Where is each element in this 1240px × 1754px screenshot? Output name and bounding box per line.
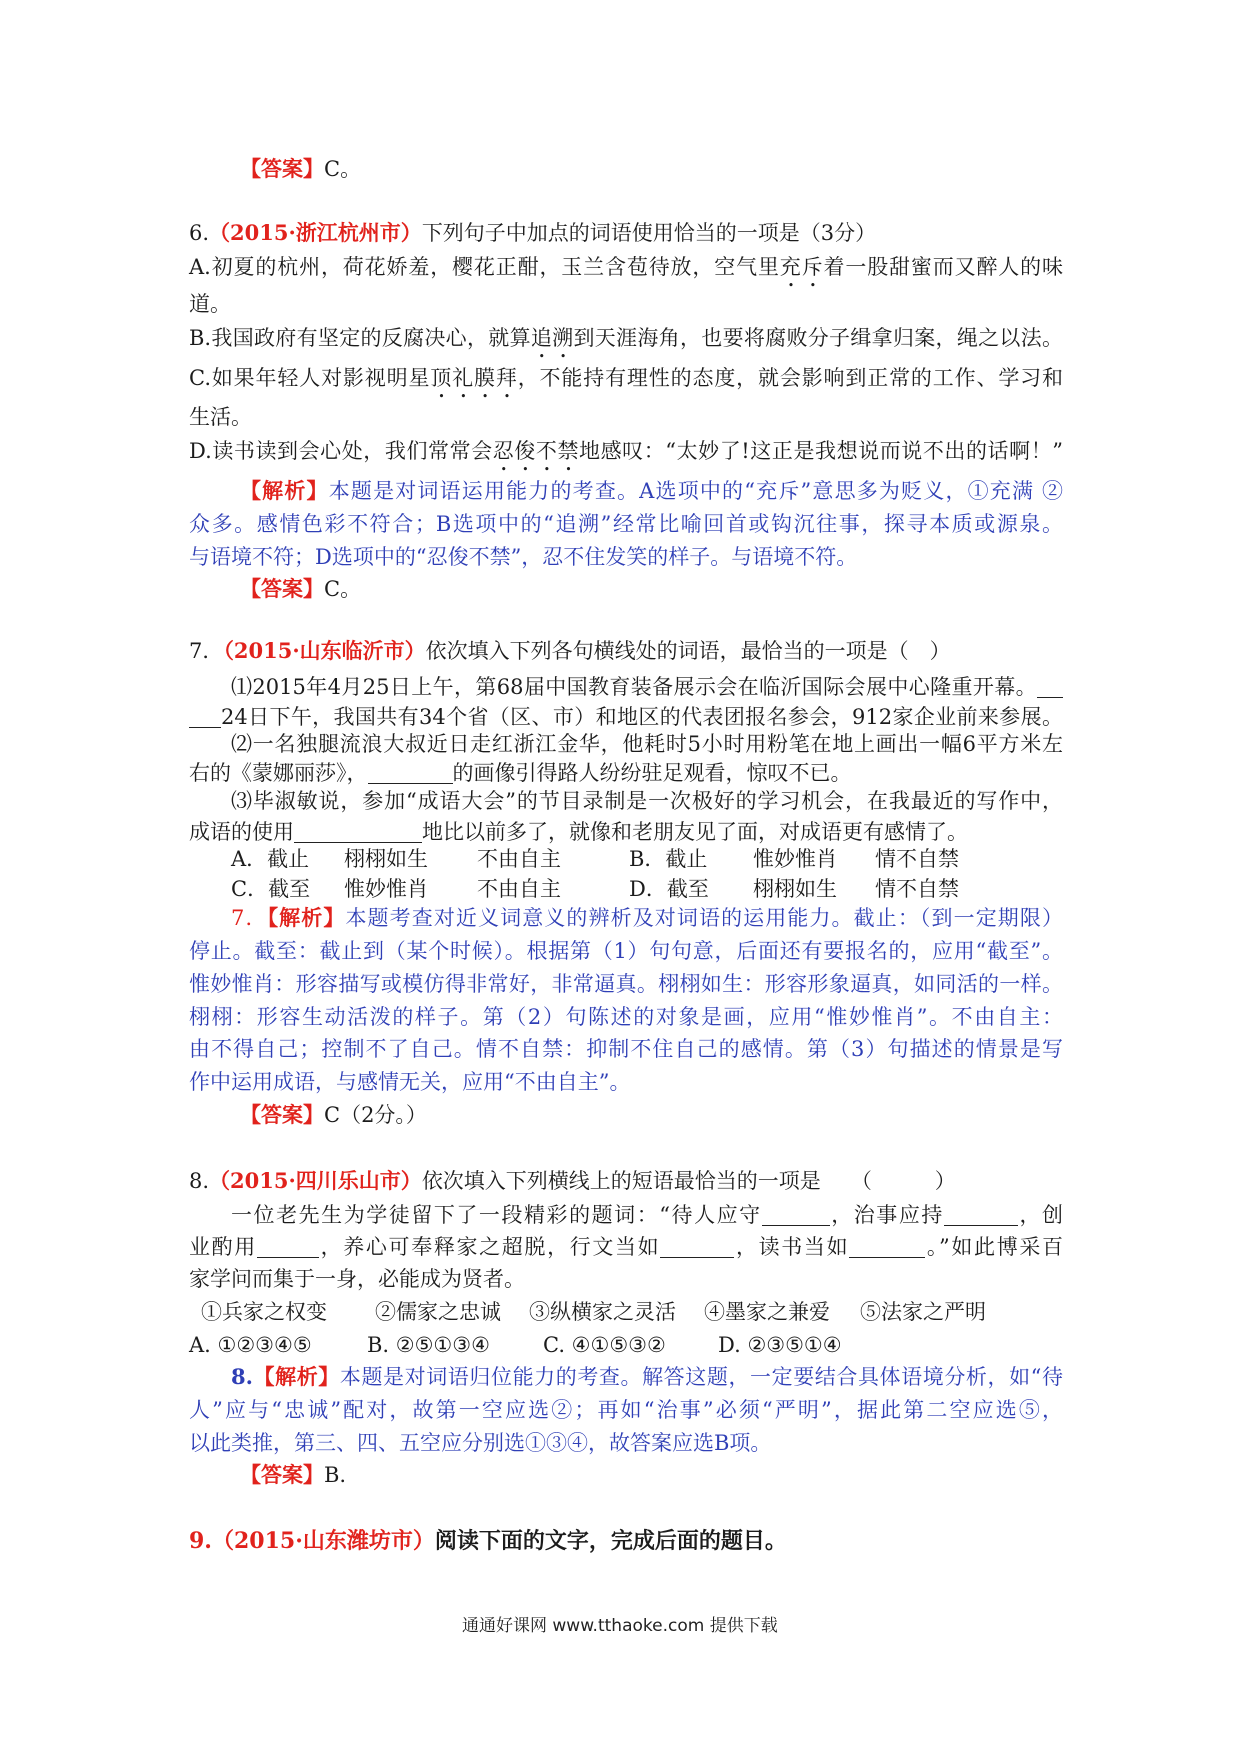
item-text: 的画像引得路人纷纷驻足观看，惊叹不已。 — [452, 761, 852, 785]
dotted-word: 顶礼膜拜 — [430, 366, 518, 390]
question-number: 7． — [189, 639, 224, 663]
q7-analysis-line — [189, 969, 1063, 999]
answer-blank — [368, 763, 453, 784]
answer-label: 【答案】 — [240, 1102, 324, 1127]
option-text: 道。 — [189, 292, 231, 316]
passage-text: ，养心可奉释家之超脱，行文当如 — [318, 1235, 661, 1259]
option-item: C. ④①⑤③② — [543, 1333, 666, 1357]
passage-text: 一位老先生为学徒留下了一段精彩的题词：“待人应守 — [231, 1203, 762, 1227]
analysis-text: 本题是对词语运用能力的考查。A选项中的“充斥”意思多为贬义，①充满 ② — [328, 479, 1064, 503]
analysis-number: 7． — [231, 906, 268, 930]
option-text: 地感叹：“太妙了!这正是我想说而说不出的话啊！” — [579, 439, 1064, 463]
option-label: A．截止 — [231, 847, 310, 871]
q7-item-2 — [231, 729, 1063, 759]
q9-heading — [189, 1526, 787, 1556]
q8-passage-line — [231, 1200, 1063, 1230]
q5-answer-line — [240, 154, 361, 184]
q6-option-a — [189, 252, 1063, 282]
answer-value: B. — [324, 1463, 347, 1487]
answer-blank — [944, 1205, 1018, 1226]
option-word: 惟妙惟肖 — [753, 847, 837, 871]
option-label: B．截止 — [629, 847, 708, 871]
option-text: ，不能持有理性的态度，就会影响到正常的工作、学习和 — [517, 366, 1064, 390]
q7-item-3-continued — [189, 817, 968, 847]
q6-option-b — [189, 323, 1063, 353]
analysis-text: 众多。感情色彩不符合；B选项中的“追溯”经常比喻回首或钩沉往事，探寻本质或源泉。 — [189, 512, 1063, 536]
q6-option-a-continued — [189, 289, 231, 319]
choice-item: ①兵家之权变 — [201, 1300, 327, 1324]
passage-text: ，读书当如 — [734, 1235, 850, 1259]
q7-item-2-continued — [189, 758, 852, 788]
passage-text: 。”如此博采百 — [925, 1235, 1063, 1259]
choice-item: ③纵横家之灵活 — [529, 1300, 676, 1324]
analysis-text: 停止。截至：截止到（某个时候）。根据第（1）句句意，后面还有要报名的，应用“截至”。 — [189, 939, 1063, 963]
q7-item-1-continued — [189, 702, 1063, 732]
option-word: 情不自禁 — [875, 877, 959, 901]
q8-passage-line — [189, 1264, 525, 1294]
question-source: （2015·山东临沂市） — [223, 638, 426, 663]
option-item: A. ①②③④⑤ — [189, 1333, 312, 1357]
choice-item: ④墨家之兼爱 — [704, 1300, 830, 1324]
q7-options-row — [0, 874, 1240, 904]
q8-heading — [189, 1166, 956, 1196]
q6-analysis-line — [189, 509, 1063, 539]
choice-item: ⑤法家之严明 — [860, 1300, 986, 1324]
option-text: 到天涯海角，也要将腐败分子缉拿归案，绳之以法。 — [573, 326, 1064, 350]
answer-value: C。 — [324, 577, 362, 601]
analysis-text: 与语境不符；D选项中的“忍俊不禁”，忍不住发笑的样子。与语境不符。 — [189, 545, 858, 569]
answer-value: C（2分。） — [324, 1103, 427, 1127]
analysis-label: 【解析】 — [267, 905, 346, 930]
item-text: ⑴2015年4月25日上午，第68届中国教育装备展示会在临沂国际会展中心隆重开幕。 — [231, 675, 1037, 699]
q7-heading — [189, 636, 951, 666]
q7-analysis-line — [189, 1034, 1063, 1064]
option-item: D. ②③⑤①④ — [718, 1333, 842, 1357]
option-text: D.读书读到会心处，我们常常会 — [189, 439, 493, 463]
passage-text: ，治事应持 — [829, 1203, 944, 1227]
item-text: 24日下午，我国共有34个省（区、市）和地区的代表团报名参会，912家企业前来参展。 — [221, 705, 1063, 729]
answer-value: C。 — [324, 157, 362, 181]
dotted-word: 充斥 — [779, 255, 824, 279]
passage-text: ，创 — [1017, 1203, 1064, 1227]
passage-text: 业酌用 — [189, 1235, 257, 1259]
item-text: 成语的使用 — [189, 820, 294, 844]
q6-option-c-continued — [189, 402, 252, 432]
option-text: 着一股甜蜜而又醉人的味 — [823, 255, 1064, 279]
question-stem: 下列句子中加点的词语使用恰当的一项是（3分） — [421, 221, 877, 245]
dotted-word: 追溯 — [530, 326, 574, 350]
analysis-text: 栩栩：形容生动活泼的样子。第（2）句陈述的对象是画，应用“惟妙惟肖”。不由自主： — [189, 1005, 1063, 1029]
q8-analysis-line — [231, 1362, 1063, 1392]
analysis-label: 【解析】 — [252, 1364, 340, 1389]
answer-blank — [257, 1237, 319, 1258]
option-text: A.初夏的杭州，荷花娇羞，樱花正酣，玉兰含苞待放，空气里 — [189, 255, 780, 279]
analysis-text: 由不得自己；控制不了自己。情不自禁：抑制不住自己的感情。第（3）句描述的情景是写 — [189, 1037, 1063, 1061]
question-source: （2015·四川乐山市） — [209, 1168, 422, 1193]
answer-blank — [294, 822, 422, 843]
q6-answer-line — [240, 574, 361, 604]
q7-item-1 — [231, 672, 1063, 702]
q6-analysis-line — [189, 542, 857, 572]
q8-analysis-line — [189, 1395, 1063, 1425]
option-word: 不由自主 — [477, 877, 561, 901]
question-number: 8. — [189, 1169, 210, 1193]
option-text: B.我国政府有坚定的反腐决心，就算 — [189, 326, 531, 350]
q7-answer-line — [240, 1100, 427, 1130]
answer-label: 【答案】 — [240, 156, 324, 181]
q7-analysis-line — [189, 1067, 630, 1097]
footer-text: 通通好课网 www.tthaoke.com 提供下载 — [462, 1616, 778, 1636]
item-text: 右的《蒙娜丽莎》， — [189, 761, 368, 785]
choice-item: ②儒家之忠诚 — [375, 1300, 501, 1324]
answer-label: 【答案】 — [240, 576, 324, 601]
analysis-text: 人”应与“忠诚”配对，故第一空应选②；再如“治事”必须“严明”，据此第二空应选⑤， — [189, 1398, 1063, 1422]
q6-analysis-line — [240, 476, 1063, 506]
answer-blank — [762, 1205, 830, 1226]
analysis-text: 本题考查对近义词意义的辨析及对词语的运用能力。截止：（到一定期限） — [345, 906, 1064, 930]
answer-bracket: （ ） — [850, 1169, 956, 1193]
q8-passage-line — [189, 1232, 1063, 1262]
question-stem: 依次填入下列横线上的短语最恰当的一项是 — [421, 1169, 821, 1193]
q7-item-3 — [231, 786, 1063, 816]
answer-blank — [660, 1237, 734, 1258]
option-word: 栩栩如生 — [753, 877, 837, 901]
answer-blank — [1037, 677, 1063, 698]
item-text: ⑶毕淑敏说，参加“成语大会”的节目录制是一次极好的学习机会，在我最近的写作中， — [231, 789, 1063, 813]
analysis-text: 本题是对词语归位能力的考查。解答这题，一定要结合具体语境分析，如“待 — [339, 1365, 1063, 1389]
analysis-label: 【解析】 — [240, 478, 329, 503]
q8-answer-line — [240, 1460, 346, 1490]
passage-text: 家学问而集于一身，必能成为贤者。 — [189, 1267, 525, 1291]
analysis-number: 8. — [231, 1364, 253, 1389]
option-label: D．截至 — [629, 877, 709, 901]
answer-label: 【答案】 — [240, 1462, 324, 1487]
question-stem: 依次填入下列各句横线处的词语，最恰当的一项是（ ） — [425, 639, 951, 663]
option-word: 栩栩如生 — [344, 847, 428, 871]
option-text: C.如果年轻人对影视明星 — [189, 366, 431, 390]
option-item: B. ②⑤①③④ — [367, 1333, 490, 1357]
q7-options-row — [0, 844, 1240, 874]
page-footer — [462, 1611, 778, 1641]
option-label: C．截至 — [231, 877, 311, 901]
dotted-word: 忍俊不禁 — [492, 439, 580, 463]
question-number-source: 9.（2015·山东潍坊市） — [189, 1528, 435, 1554]
analysis-text: 作中运用成语，与感情无关，应用“不由自主”。 — [189, 1070, 631, 1094]
option-word: 不由自主 — [477, 847, 561, 871]
q8-choices-row — [0, 1297, 1240, 1327]
analysis-text: 以此类推，第三、四、五空应分别选①③④，故答案应选B项。 — [189, 1431, 772, 1455]
question-source: （2015·浙江杭州市） — [209, 220, 422, 245]
q8-options-row — [0, 1330, 1240, 1360]
answer-blank — [849, 1237, 925, 1258]
option-word: 情不自禁 — [875, 847, 959, 871]
q6-option-d — [189, 436, 1063, 466]
q6-option-c — [189, 363, 1063, 393]
q8-analysis-line — [189, 1428, 771, 1458]
option-text: 生活。 — [189, 405, 252, 429]
item-text: ⑵一名独腿流浪大叔近日走红浙江金华，他耗时5小时用粉笔在地上画出一幅6平方米左 — [231, 732, 1063, 756]
q7-analysis-line — [189, 936, 1063, 966]
question-number: 6. — [189, 221, 210, 245]
item-text: 地比以前多了，就像和老朋友见了面，对成语更有感情了。 — [422, 820, 968, 844]
answer-blank — [189, 707, 221, 728]
option-word: 惟妙惟肖 — [344, 877, 428, 901]
q7-analysis-line — [231, 903, 1063, 933]
analysis-text: 惟妙惟肖：形容描写或模仿得非常好，非常逼真。栩栩如生：形容形象逼真，如同活的一样。 — [189, 972, 1063, 996]
q6-heading — [189, 218, 876, 248]
question-stem: 阅读下面的文字，完成后面的题目。 — [434, 1528, 787, 1554]
q7-analysis-line — [189, 1002, 1063, 1032]
